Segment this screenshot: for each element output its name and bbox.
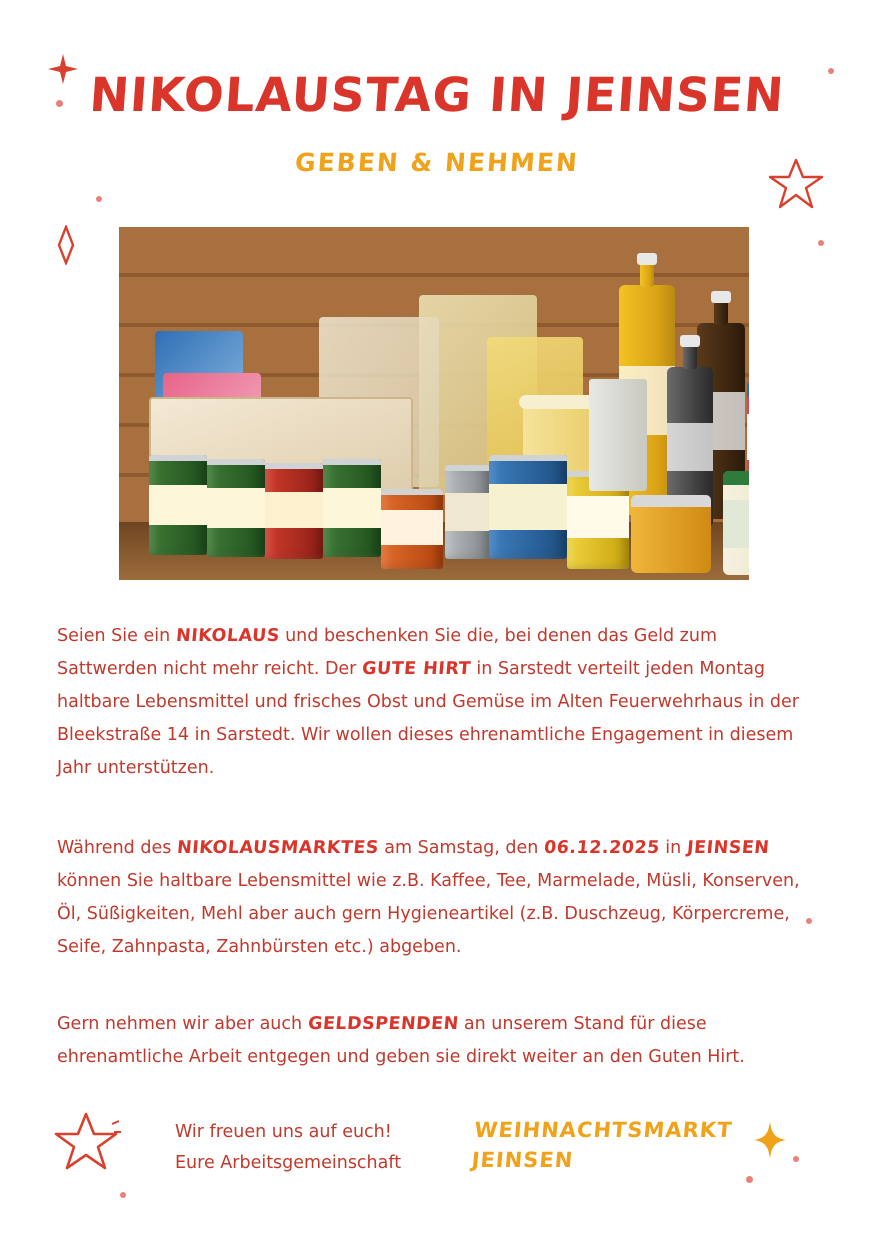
paragraph-market-info: Während des NIKOLAUSMARKTES am Samstag, den 06.12.2025 in JEINSEN können Sie haltbare Lebensmittel wie z.B. Kaffee, Tee, Marmelade, Müsli, Konserven, Öl, Süßigkeiten, Mehl aber auch gern Hygieneartikel (z.B. Duschzeug, Körpercreme, Seife, Zahnpasta, Zahnbürsten etc.) abgeben.	[57, 832, 819, 964]
brand-line-2: JEINSEN	[470, 1148, 575, 1172]
can-label	[489, 484, 567, 530]
tetra-pack	[589, 379, 647, 491]
highlighted-phrase: 06.12.2025	[543, 838, 661, 858]
dot-icon	[96, 196, 102, 202]
can-green-1	[149, 455, 207, 555]
can-green-2	[207, 459, 265, 557]
dot-icon	[793, 1156, 799, 1162]
footer-brand	[470, 1115, 733, 1175]
can-red-1	[265, 463, 323, 559]
can-label	[149, 485, 207, 525]
brand-line-1: WEIHNACHTSMARKT	[473, 1118, 734, 1142]
can-label	[445, 493, 491, 531]
highlighted-phrase: GUTE HIRT	[361, 659, 472, 679]
highlighted-phrase: NIKOLAUSMARKTES	[176, 838, 380, 858]
dot-icon	[746, 1176, 753, 1183]
diamond-sparkle-icon	[50, 225, 82, 270]
jar-label	[747, 414, 749, 460]
star-outline-icon	[52, 1108, 122, 1183]
paragraph-intro: Seien Sie ein NIKOLAUS und beschenken Sie die, bei denen das Geld zum Sattwerden nicht mehr reicht. Der GUTE HIRT in Sarstedt verteilt jeden Montag haltbare Lebensmittel und frisches Obst und Gemüse im Alten Feuerwehrhaus in der Bleekstraße 14 in Sarstedt. Wir wollen dieses ehrenamtliche Engagement in diesem Jahr unterstützen.	[57, 620, 819, 785]
can-label	[323, 488, 381, 527]
highlighted-phrase: NIKOLAUS	[174, 626, 281, 646]
highlighted-phrase: GELDSPENDEN	[306, 1014, 460, 1034]
jam-jar	[747, 381, 749, 485]
can-label	[381, 510, 443, 545]
bottle-label	[667, 423, 713, 471]
can-vegetables	[489, 455, 567, 559]
paragraph-money-donations: Gern nehmen wir aber auch GELDSPENDEN an unserem Stand für diese ehrenamtliche Arbeit entgegen und geben sie direkt weiter an den Guten Hirt.	[57, 1008, 819, 1074]
can-label	[567, 496, 629, 537]
page-subtitle: GEBEN & NEHMEN	[294, 148, 580, 177]
can-label	[207, 488, 265, 527]
can-label	[265, 492, 323, 528]
page-title: NIKOLAUSTAG IN JEINSEN	[87, 68, 787, 123]
can-grey	[445, 465, 491, 559]
footer-line-thanks: Wir freuen uns auf euch!	[175, 1122, 392, 1142]
dot-icon	[818, 240, 824, 246]
highlighted-phrase: JEINSEN	[685, 838, 770, 858]
mayonnaise-jar	[723, 471, 749, 575]
can-green-3	[323, 459, 381, 557]
footer-signature	[175, 1117, 401, 1179]
jar-label	[723, 500, 749, 548]
can-tomato	[381, 489, 443, 569]
sparkle-icon	[752, 1120, 788, 1165]
donation-goods-photo	[119, 227, 749, 580]
footer-line-group: Eure Arbeitsgemeinschaft	[175, 1153, 402, 1173]
honey-jar	[631, 495, 711, 573]
dot-icon	[120, 1192, 126, 1198]
